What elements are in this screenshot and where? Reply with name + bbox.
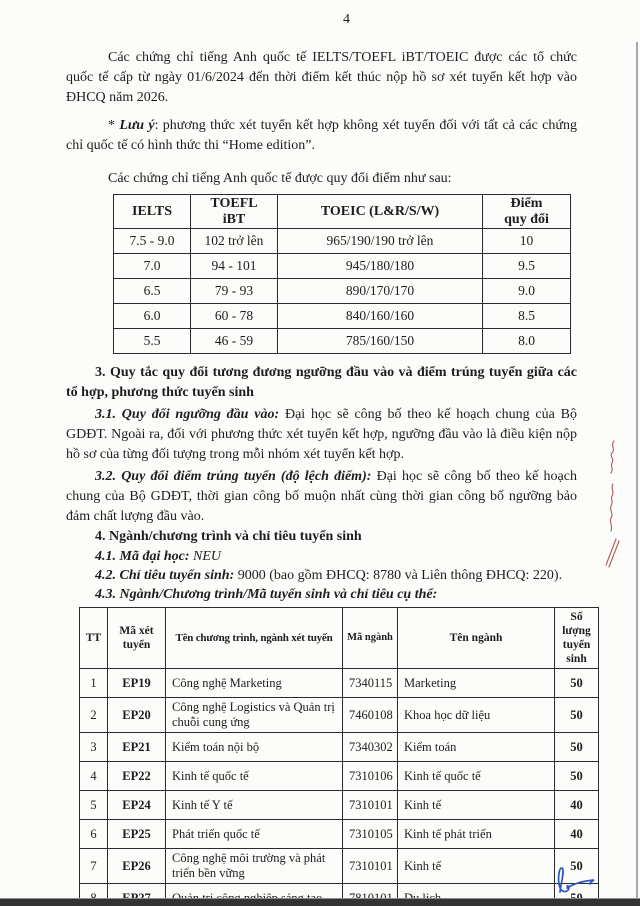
cell-tt: 1 — [80, 669, 108, 698]
cell-major-code: 7340302 — [343, 733, 398, 762]
cell-quota: 40 — [555, 791, 599, 820]
cell-major: Kiểm toán — [398, 733, 555, 762]
table-row — [80, 762, 599, 791]
section42-label: 4.2. Chỉ tiêu tuyển sinh: — [95, 568, 235, 583]
cell-quota: 50 — [555, 762, 599, 791]
cell-ielts: 7.5 - 9.0 — [114, 229, 191, 254]
section32-label: 3.2. Quy đổi điểm trúng tuyển (độ lệch điểm): — [95, 469, 372, 484]
cell-tt: 3 — [80, 733, 108, 762]
header-toefl-line1: TOEFL — [210, 195, 258, 211]
section41-value: NEU — [189, 549, 221, 564]
margin-handwriting-stroke-1 — [611, 441, 614, 473]
header-score-line2: quy đổi — [504, 211, 549, 227]
header-score-line1: Điểm — [510, 195, 543, 211]
header-major: Tên ngành — [398, 608, 555, 669]
section31-text: Đại học sẽ công bố theo kế hoạch chung của Bộ GDĐT. Ngoài ra, đối với phương thức xét tuyển kết hợp, ngưỡng đầu vào là điều kiện nộp hồ sơ của từng đối tượng trong mỗi nhóm xét tuyển kết hợp. — [66, 407, 578, 462]
conversion-intro: Các chứng chỉ tiếng Anh quốc tế được quy đổi điểm như sau: — [108, 171, 452, 186]
header-tt: TT — [80, 608, 108, 669]
cell-program: Kinh tế Y tế — [166, 791, 343, 820]
header-toeic: TOEIC (L&R/S/W) — [278, 195, 483, 229]
cell-toeic: 840/160/160 — [278, 304, 483, 329]
section31-paragraph — [66, 405, 577, 465]
cell-code: EP20 — [108, 698, 166, 733]
programs-table — [79, 607, 599, 906]
header-toefl-line2: iBT — [222, 211, 246, 227]
cell-toeic: 785/160/150 — [278, 329, 483, 354]
cell-program: Công nghệ Marketing — [166, 669, 343, 698]
cell-major-code: 7310101 — [343, 849, 398, 884]
table-row — [114, 304, 571, 329]
cell-tt: 7 — [80, 849, 108, 884]
table-row — [80, 698, 599, 733]
cell-major-code: 7310106 — [343, 762, 398, 791]
cell-toeic: 890/170/170 — [278, 279, 483, 304]
table-row — [80, 733, 599, 762]
header-program: Tên chương trình, ngành xét tuyển — [166, 608, 343, 669]
table-row — [80, 669, 599, 698]
section42-text: 9000 (bao gồm ĐHCQ: 8780 và Liên thông ĐHCQ: 220). — [234, 568, 563, 583]
cell-toeic: 945/180/180 — [278, 254, 483, 279]
cell-score: 8.5 — [483, 304, 571, 329]
signature-mark — [548, 864, 600, 896]
section31-label: 3.1. Quy đổi ngưỡng đầu vào: — [95, 407, 280, 422]
cell-program: Kinh tế quốc tế — [166, 762, 343, 791]
cell-program: Công nghệ Logistics và Quản trị chuỗi cung ứng — [166, 698, 343, 733]
section41-label: 4.1. Mã đại học: — [95, 549, 190, 564]
cell-score: 8.0 — [483, 329, 571, 354]
cell-ielts: 6.5 — [114, 279, 191, 304]
section42-line — [66, 566, 577, 585]
cell-major-code: 7340115 — [343, 669, 398, 698]
cell-quota: 50 — [555, 698, 599, 733]
table-row — [80, 791, 599, 820]
cell-toefl: 79 - 93 — [191, 279, 278, 304]
table-row — [80, 820, 599, 849]
cell-major: Kinh tế phát triển — [398, 820, 555, 849]
margin-handwriting-stroke-2 — [610, 484, 613, 531]
margin-handwriting-mark — [601, 438, 623, 570]
note-text: : phương thức xét tuyển kết hợp không xét tuyển đối với tất cả các chứng chỉ quốc tế có hình thức thi “Home edition”. — [66, 118, 577, 153]
signature-stroke-2 — [567, 880, 594, 888]
header-major-code: Mã ngành — [343, 608, 398, 669]
cell-major-code: 7310105 — [343, 820, 398, 849]
table-header-row — [114, 195, 571, 229]
cell-toefl: 94 - 101 — [191, 254, 278, 279]
section4-heading: 4. Ngành/chương trình và chỉ tiêu tuyển sinh — [95, 529, 362, 544]
table-header-row — [80, 608, 599, 669]
cell-major: Khoa học dữ liệu — [398, 698, 555, 733]
cell-tt: 5 — [80, 791, 108, 820]
cell-code: EP26 — [108, 849, 166, 884]
cell-program: Công nghệ môi trường và phát triển bền vững — [166, 849, 343, 884]
cell-toefl: 102 trở lên — [191, 229, 278, 254]
header-toefl-ibt — [191, 195, 278, 229]
cell-major: Kinh tế — [398, 849, 555, 884]
cell-toefl: 46 - 59 — [191, 329, 278, 354]
cell-major: Kinh tế quốc tế — [398, 762, 555, 791]
section3-heading: 3. Quy tắc quy đổi tương đương ngưỡng đầu vào và điểm trúng tuyển giữa các tổ hợp, phương thức tuyển sinh — [66, 365, 577, 400]
scan-bottom-band — [0, 898, 640, 906]
page-number: 4 — [343, 12, 350, 27]
section43-label: 4.3. Ngành/Chương trình/Mã tuyển sinh và chỉ tiêu cụ thể: — [95, 587, 438, 602]
scan-edge-line — [636, 42, 638, 906]
cell-code: EP25 — [108, 820, 166, 849]
cell-program: Kiểm toán nội bộ — [166, 733, 343, 762]
table-row — [114, 279, 571, 304]
section43-line — [66, 585, 577, 604]
cell-program: Phát triển quốc tế — [166, 820, 343, 849]
cell-major-code: 7460108 — [343, 698, 398, 733]
score-conversion-table — [113, 194, 571, 354]
cell-major: Kinh tế — [398, 791, 555, 820]
cell-score: 9.5 — [483, 254, 571, 279]
cell-quota: 50 — [555, 849, 599, 884]
cell-score: 10 — [483, 229, 571, 254]
cell-tt: 4 — [80, 762, 108, 791]
cell-quota: 50 — [555, 669, 599, 698]
table-row — [114, 329, 571, 354]
cell-code: EP22 — [108, 762, 166, 791]
table-row — [114, 229, 571, 254]
cell-score: 9.0 — [483, 279, 571, 304]
cell-major-code: 7310101 — [343, 791, 398, 820]
header-ielts: IELTS — [114, 195, 191, 229]
cell-toefl: 60 - 78 — [191, 304, 278, 329]
section41-line — [66, 547, 577, 566]
cell-ielts: 5.5 — [114, 329, 191, 354]
cell-tt: 6 — [80, 820, 108, 849]
cell-major: Marketing — [398, 669, 555, 698]
margin-handwriting-stroke-3 — [606, 539, 619, 567]
cell-ielts: 6.0 — [114, 304, 191, 329]
header-quota: Số lượng tuyển sinh — [555, 608, 599, 669]
header-code: Mã xét tuyển — [108, 608, 166, 669]
cell-code: EP19 — [108, 669, 166, 698]
note-star: * — [108, 118, 120, 133]
cell-quota: 50 — [555, 733, 599, 762]
cell-code: EP21 — [108, 733, 166, 762]
header-converted-score — [483, 195, 571, 229]
cell-quota: 40 — [555, 820, 599, 849]
intro-paragraph: Các chứng chỉ tiếng Anh quốc tế IELTS/TOEFL iBT/TOEIC được các tổ chức quốc tế cấp từ ngày 01/6/2024 đến thời điểm kết thúc nộp hồ sơ xét tuyển kết hợp vào ĐHCQ năm 2026. — [66, 50, 577, 105]
table-row — [114, 254, 571, 279]
section32-text: Đại học sẽ công bố theo kế hoạch chung của Bộ GDĐT, thời gian công bố muộn nhất cùng thời gian công bố ngưỡng bảo đảm chất lượng đầu vào. — [66, 469, 577, 524]
note-label: Lưu ý — [119, 118, 155, 133]
table-row — [80, 849, 599, 884]
cell-code: EP24 — [108, 791, 166, 820]
cell-tt: 2 — [80, 698, 108, 733]
cell-ielts: 7.0 — [114, 254, 191, 279]
section32-paragraph — [66, 467, 577, 527]
cell-toeic: 965/190/190 trở lên — [278, 229, 483, 254]
note-paragraph — [66, 116, 577, 156]
